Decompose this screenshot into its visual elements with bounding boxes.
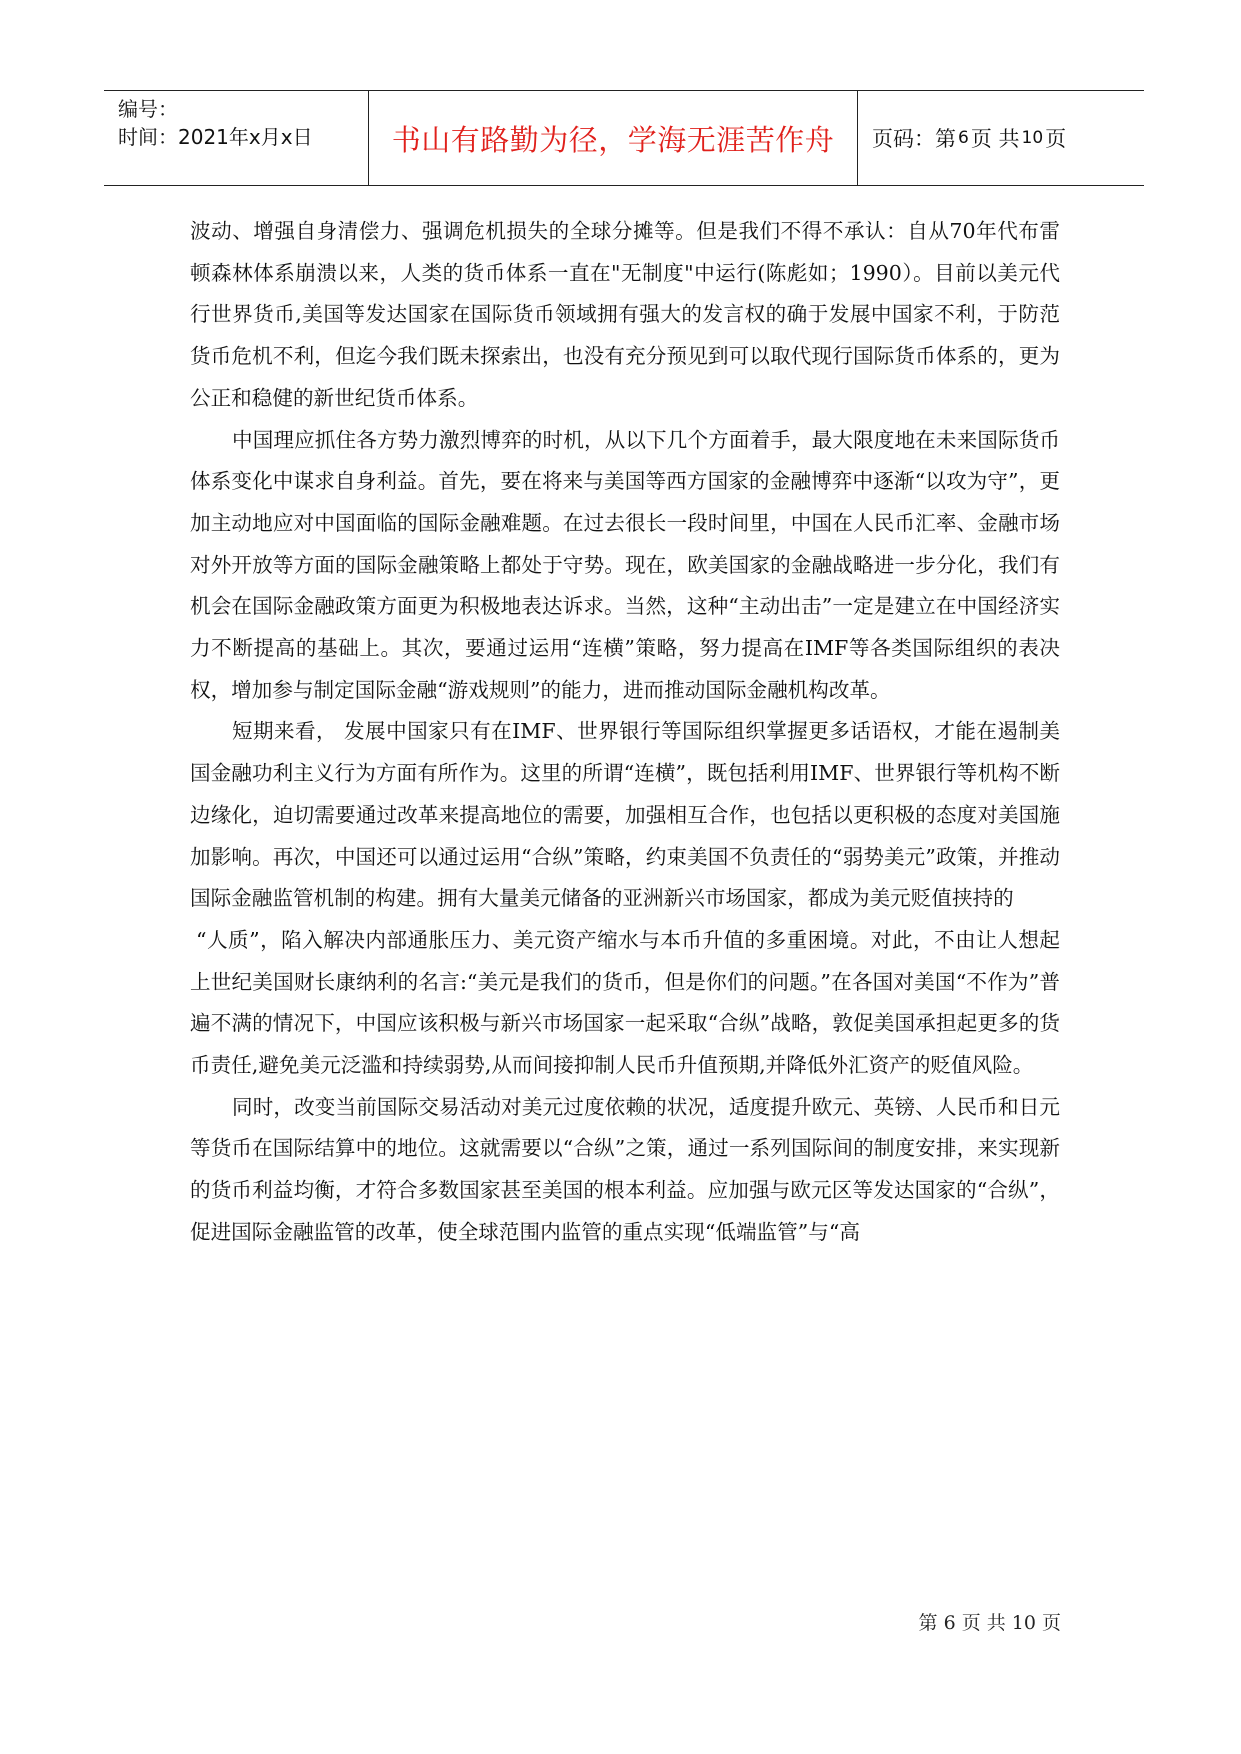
header-id-time-cell — [104, 91, 369, 185]
page-footer: 第 6 页 共 10 页 — [918, 1612, 1061, 1634]
page-current: 6 — [958, 128, 969, 148]
page-suffix: 页 — [1045, 127, 1067, 151]
page-total: 10 — [1021, 128, 1044, 148]
document-time-label: 时间：2021年x月x日 — [118, 125, 313, 149]
header-page-cell — [858, 91, 1144, 185]
body-text — [190, 211, 1060, 1254]
document-id-label: 编号： — [118, 97, 178, 121]
header-table — [104, 90, 1144, 186]
page-prefix: 页码：第 — [872, 127, 956, 151]
header-motto: 书山有路勤为径，学海无涯苦作舟 — [391, 122, 835, 157]
paragraph: 波动、增强自身清偿力、强调危机损失的全球分摊等。但是我们不得不承认：自从70年代布雷顿森林体系崩溃以来，人类的货币体系一直在"无制度"中运行(陈彪如；1990）。目前以美元代行世界货币,美国等发达国家在国际货币领域拥有强大的发言权的确于发展中国家不利，于防范货币危机不利，但迄今我们既未探索出，也没有充分预见到可以取代现行国际货币体系的，更为公正和稳健的新世纪货币体系。 — [190, 219, 1060, 410]
paragraph: 短期来看， 发展中国家只有在IMF、世界银行等国际组织掌握更多话语权，才能在遏制美国金融功利主义行为方面有所作为。这里的所谓“连横”，既包括利用IMF、世界银行等机构不断边缘化，迫切需要通过改革来提高地位的需要，加强相互合作，也包括以更积极的态度对美国施加影响。再次，中国还可以通过运用“合纵”策略，约束美国不负责任的“弱势美元”政策，并推动国际金融监管机制的构建。拥有大量美元储备的亚洲新兴市场国家，都成为美元贬值挟持的 — [190, 719, 1060, 911]
header-motto-cell — [369, 91, 858, 185]
paragraph: 同时，改变当前国际交易活动对美元过度依赖的状况，适度提升欧元、英镑、人民币和日元等货币在国际结算中的地位。这就需要以“合纵”之策，通过一系列国际间的制度安排，来实现新的货币利益均衡，才符合多数国家甚至美国的根本利益。应加强与欧元区等发达国家的“合纵”，促进国际金融监管的改革，使全球范围内监管的重点实现“低端监管”与“高 — [190, 1094, 1060, 1244]
paragraph: 中国理应抓住各方势力激烈博弈的时机，从以下几个方面着手，最大限度地在未来国际货币体系变化中谋求自身利益。首先，要在将来与美国等西方国家的金融博弈中逐渐“以攻为守”，更加主动地应对中国面临的国际金融难题。在过去很长一段时间里，中国在人民币汇率、金融市场对外开放等方面的国际金融策略上都处于守势。现在，欧美国家的金融战略进一步分化，我们有机会在国际金融政策方面更为积极地表达诉求。当然，这种“主动出击”一定是建立在中国经济实力不断提高的基础上。其次，要通过运用“连横”策略，努力提高在IMF等各类国际组织的表决权，增加参与制定国际金融“游戏规则”的能力，进而推动国际金融机构改革。 — [190, 427, 1060, 702]
paragraph: “人质”，陷入解决内部通胀压力、美元资产缩水与本币升值的多重困境。对此，不由让人想起上世纪美国财长康纳利的名言:“美元是我们的货币，但是你们的问题。”在各国对美国“不作为”普遍不满的情况下，中国应该积极与新兴市场国家一起采取“合纵”战略，敦促美国承担起更多的货币责任,避免美元泛滥和持续弱势,从而间接抑制人民币升值预期,并降低外汇资产的贬值风险。 — [190, 927, 1060, 1078]
page-mid: 页 共 — [970, 127, 1020, 151]
